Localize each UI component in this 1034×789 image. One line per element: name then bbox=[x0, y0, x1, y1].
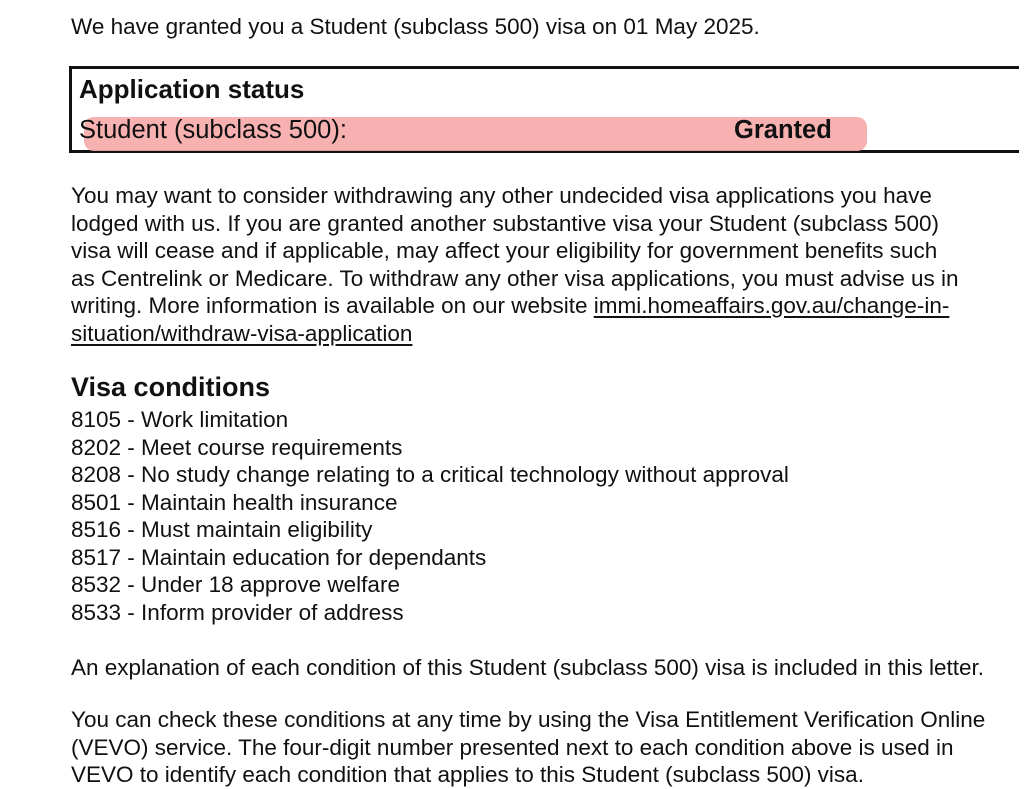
condition-item: 8533 - Inform provider of address bbox=[71, 599, 404, 625]
website-intro-text: writing. More information is available on our website bbox=[71, 293, 594, 318]
withdraw-line: as Centrelink or Medicare. To withdraw any other visa applications, you must advise us in bbox=[71, 265, 959, 291]
withdraw-line-link-continued bbox=[71, 320, 1016, 348]
withdraw-info-link-continued[interactable]: situation/withdraw-visa-application bbox=[71, 320, 413, 346]
status-badge: Granted bbox=[734, 116, 832, 144]
withdraw-line-with-link bbox=[71, 292, 1016, 320]
withdraw-line: You may want to consider withdrawing any other undecided visa applications you have bbox=[71, 183, 932, 208]
withdraw-line: lodged with us. If you are granted another substantive visa your Student (subclass 500) bbox=[71, 210, 940, 236]
condition-item: 8105 - Work limitation bbox=[71, 407, 289, 432]
vevo-line: (VEVO) service. The four-digit number presented next to each condition above is used in bbox=[71, 734, 954, 760]
application-status-box bbox=[69, 66, 1019, 153]
condition-item: 8517 - Maintain education for dependants bbox=[71, 544, 487, 570]
vevo-line: VEVO to identify each condition that applies to this Student (subclass 500) visa. bbox=[71, 762, 864, 787]
condition-item: 8532 - Under 18 approve welfare bbox=[71, 572, 400, 597]
condition-item: 8208 - No study change relating to a critical technology without approval bbox=[71, 462, 789, 487]
application-status-heading: Application status bbox=[79, 74, 305, 104]
withdraw-info-link[interactable]: immi.homeaffairs.gov.au/change-in- bbox=[593, 293, 950, 318]
visa-subclass-label: Student (subclass 500): bbox=[79, 116, 347, 144]
withdraw-paragraph bbox=[71, 182, 1016, 347]
withdraw-line: visa will cease and if applicable, may affect your eligibility for government benefits such bbox=[71, 238, 938, 263]
vevo-paragraph bbox=[71, 706, 1016, 789]
condition-item: 8501 - Maintain health insurance bbox=[71, 489, 398, 515]
visa-conditions-list bbox=[71, 406, 789, 626]
grant-intro-text: We have granted you a Student (subclass 500) visa on 01 May 2025. bbox=[71, 14, 760, 39]
vevo-line: You can check these conditions at any time by using the Visa Entitlement Verification Online bbox=[71, 707, 986, 732]
explanation-line: An explanation of each condition of this Student (subclass 500) visa is included in this letter. bbox=[71, 655, 985, 680]
condition-item: 8516 - Must maintain eligibility bbox=[71, 517, 373, 542]
condition-item: 8202 - Meet course requirements bbox=[71, 434, 403, 460]
explanation-paragraph bbox=[71, 654, 1016, 682]
visa-conditions-title: Visa conditions bbox=[71, 372, 271, 402]
